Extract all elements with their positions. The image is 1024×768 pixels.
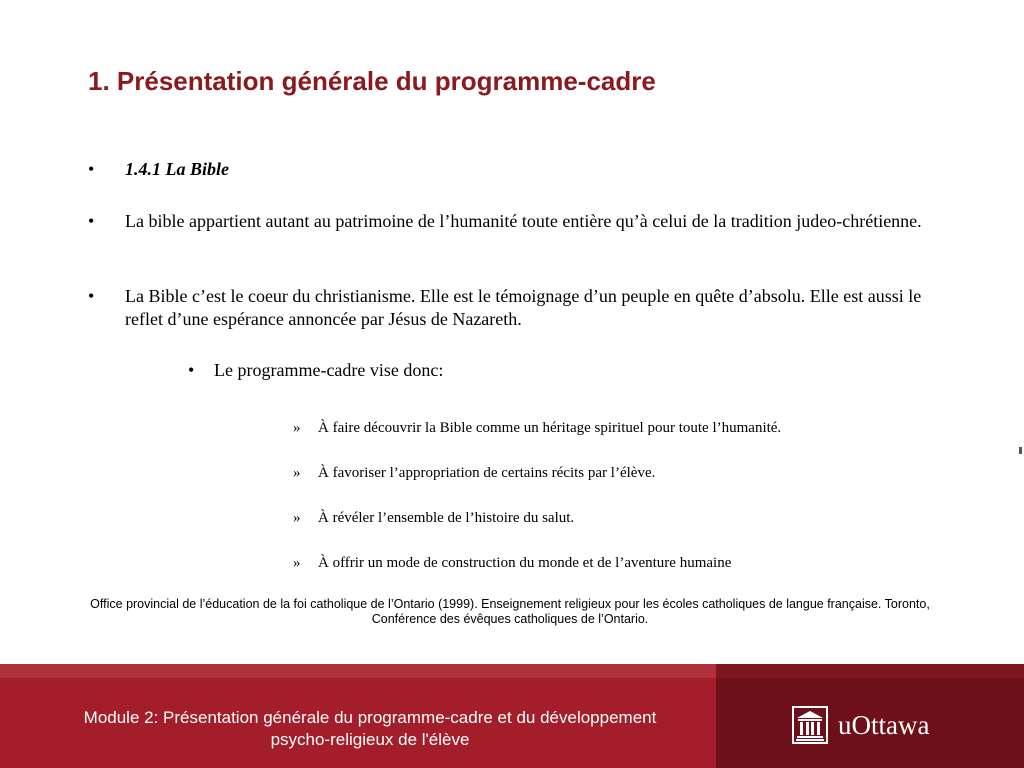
footer-module-title: Module 2: Présentation générale du programme-cadre et du développement psycho-religieux de l'élève <box>83 708 657 749</box>
logo-wordmark: uOttawa <box>838 709 930 740</box>
bullet-marker: • <box>188 360 195 380</box>
sub-bullet-text: À favoriser l’appropriation de certains récits par l’élève. <box>318 465 656 481</box>
university-building-icon <box>792 706 828 744</box>
edge-mark <box>1019 447 1022 454</box>
sub-bullet-item <box>293 510 933 527</box>
bullet-marker: • <box>88 159 95 179</box>
bullet-text: Le programme-cadre vise donc: <box>214 360 444 380</box>
slide-title: 1. Présentation générale du programme-cadre <box>88 66 656 96</box>
sub-bullet-marker: » <box>293 465 301 481</box>
sub-bullet-text: À faire découvrir la Bible comme un héritage spirituel pour toute l’humanité. <box>318 420 782 436</box>
sub-bullet-marker: » <box>293 420 301 436</box>
sub-bullet-text: À offrir un mode de construction du monde et de l’aventure humaine <box>318 555 732 571</box>
sub-bullet-item <box>293 420 933 437</box>
bullet-section-heading <box>88 158 928 181</box>
sub-bullet-item <box>293 555 933 572</box>
sub-bullet-marker: » <box>293 510 301 526</box>
bullet-bible-heritage <box>88 210 928 233</box>
bullet-bible-heart <box>88 285 928 331</box>
footer-logo-panel-stripe <box>716 664 1024 678</box>
source-citation: Office provincial de l’éducation de la foi catholique de l’Ontario (1999). Enseignement religieux pour les écoles catholiques de langue française. Toronto, Conférence des évêques catholiques de l’Ontario. <box>90 597 930 626</box>
uottawa-logo <box>792 705 929 745</box>
bullet-marker: • <box>88 211 95 231</box>
sub-bullet-marker: » <box>293 555 301 571</box>
bullet-marker: • <box>88 286 95 306</box>
bullet-text: 1.4.1 La Bible <box>125 159 229 179</box>
bullet-text: La Bible c’est le coeur du christianisme. Elle est le témoignage d’un peuple en quête d’absolu. Elle est aussi le reflet d’une espérance annoncée par Jésus de Nazareth. <box>125 286 922 329</box>
bullet-program-aims <box>188 359 788 382</box>
sub-bullet-item <box>293 465 933 482</box>
sub-bullet-text: À révéler l’ensemble de l’histoire du salut. <box>318 510 575 526</box>
bullet-text: La bible appartient autant au patrimoine de l’humanité toute entière qu’à celui de la tradition judeo-chrétienne. <box>125 211 922 231</box>
